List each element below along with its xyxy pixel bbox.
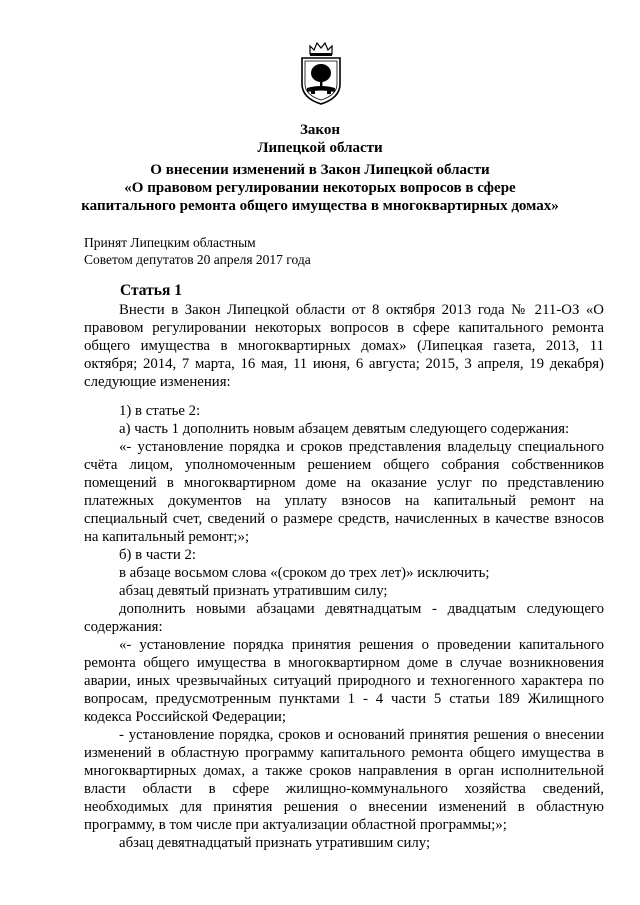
subject-line: «О правовом регулировании некоторых вопросов в сфере xyxy=(124,180,516,196)
article-paragraph: - установление порядка, сроков и оснований принятия решения о внесении изменений в областную программу капитального ремонта общего имущества в многоквартирных домах, а также сроков направления в орган исполнительной власти области в сфере жилищно-коммунального хозяйства сведений, необходимых для принятия решения о внесении изменений в областную программу, в том числе при актуализации областной программы;»; xyxy=(84,727,604,833)
article-paragraph: абзац девятнадцатый признать утратившим силу; xyxy=(119,835,431,851)
article-paragraph: 1) в статье 2: xyxy=(119,403,201,419)
subject-line: капитального ремонта общего имущества в многоквартирных домах» xyxy=(81,198,559,214)
article-heading: Статья 1 xyxy=(120,282,182,299)
article-paragraph: абзац девятый признать утратившим силу; xyxy=(119,583,388,599)
law-word: Закон xyxy=(299,122,340,138)
article-paragraph: а) часть 1 дополнить новым абзацем девятым следующего содержания: xyxy=(119,421,570,437)
article-paragraph: «- установление порядка принятия решения о проведении капитального ремонта общего имущества в многоквартирном доме в случае возникновения аварии, иных чрезвычайных ситуаций природного и техногенного характера по вопросам, предусмотренным пунктами 1 - 4 части 5 статьи 189 Жилищного кодекса Российской Федерации; xyxy=(84,637,604,725)
article-paragraph: б) в части 2: xyxy=(119,547,197,563)
article-paragraph: в абзаце восьмом слова «(сроком до трех лет)» исключить; xyxy=(119,565,490,581)
article-paragraph: «- установление порядка и сроков представления владельцу специального счёта лицом, уполномоченным решением общего собрания собственников помещений в многоквартирном доме на оказание услуг по представлению платежных документов на уплату взносов на капитальный ремонт на специальный счет, сведений о размере средств, начисленных в качестве взносов на капитальный ремонт;»; xyxy=(84,439,604,545)
document-title xyxy=(60,121,580,157)
coat-of-arms-icon xyxy=(296,40,346,106)
law-subject xyxy=(60,161,580,215)
article-paragraph: дополнить новыми абзацами девятнадцатым - двадцатым следующего содержания: xyxy=(84,601,604,635)
article-body xyxy=(84,301,604,852)
region-name: Липецкой области xyxy=(257,140,383,156)
adoption-line: Принят Липецким областным xyxy=(84,235,256,250)
article-paragraph: Внести в Закон Липецкой области от 8 октября 2013 года № 211-ОЗ «О правовом регулировании некоторых вопросов в сфере капитального ремонта общего имущества в многоквартирных домах» (Липецкая газета, 2013, 11 октября; 2014, 7 марта, 16 мая, 11 июня, 6 августа; 2015, 3 апреля, 19 декабря) следующие изменения: xyxy=(84,302,604,390)
adoption-note xyxy=(84,234,311,268)
adoption-line: Советом депутатов 20 апреля 2017 года xyxy=(84,252,311,267)
subject-line: О внесении изменений в Закон Липецкой области xyxy=(150,162,490,178)
